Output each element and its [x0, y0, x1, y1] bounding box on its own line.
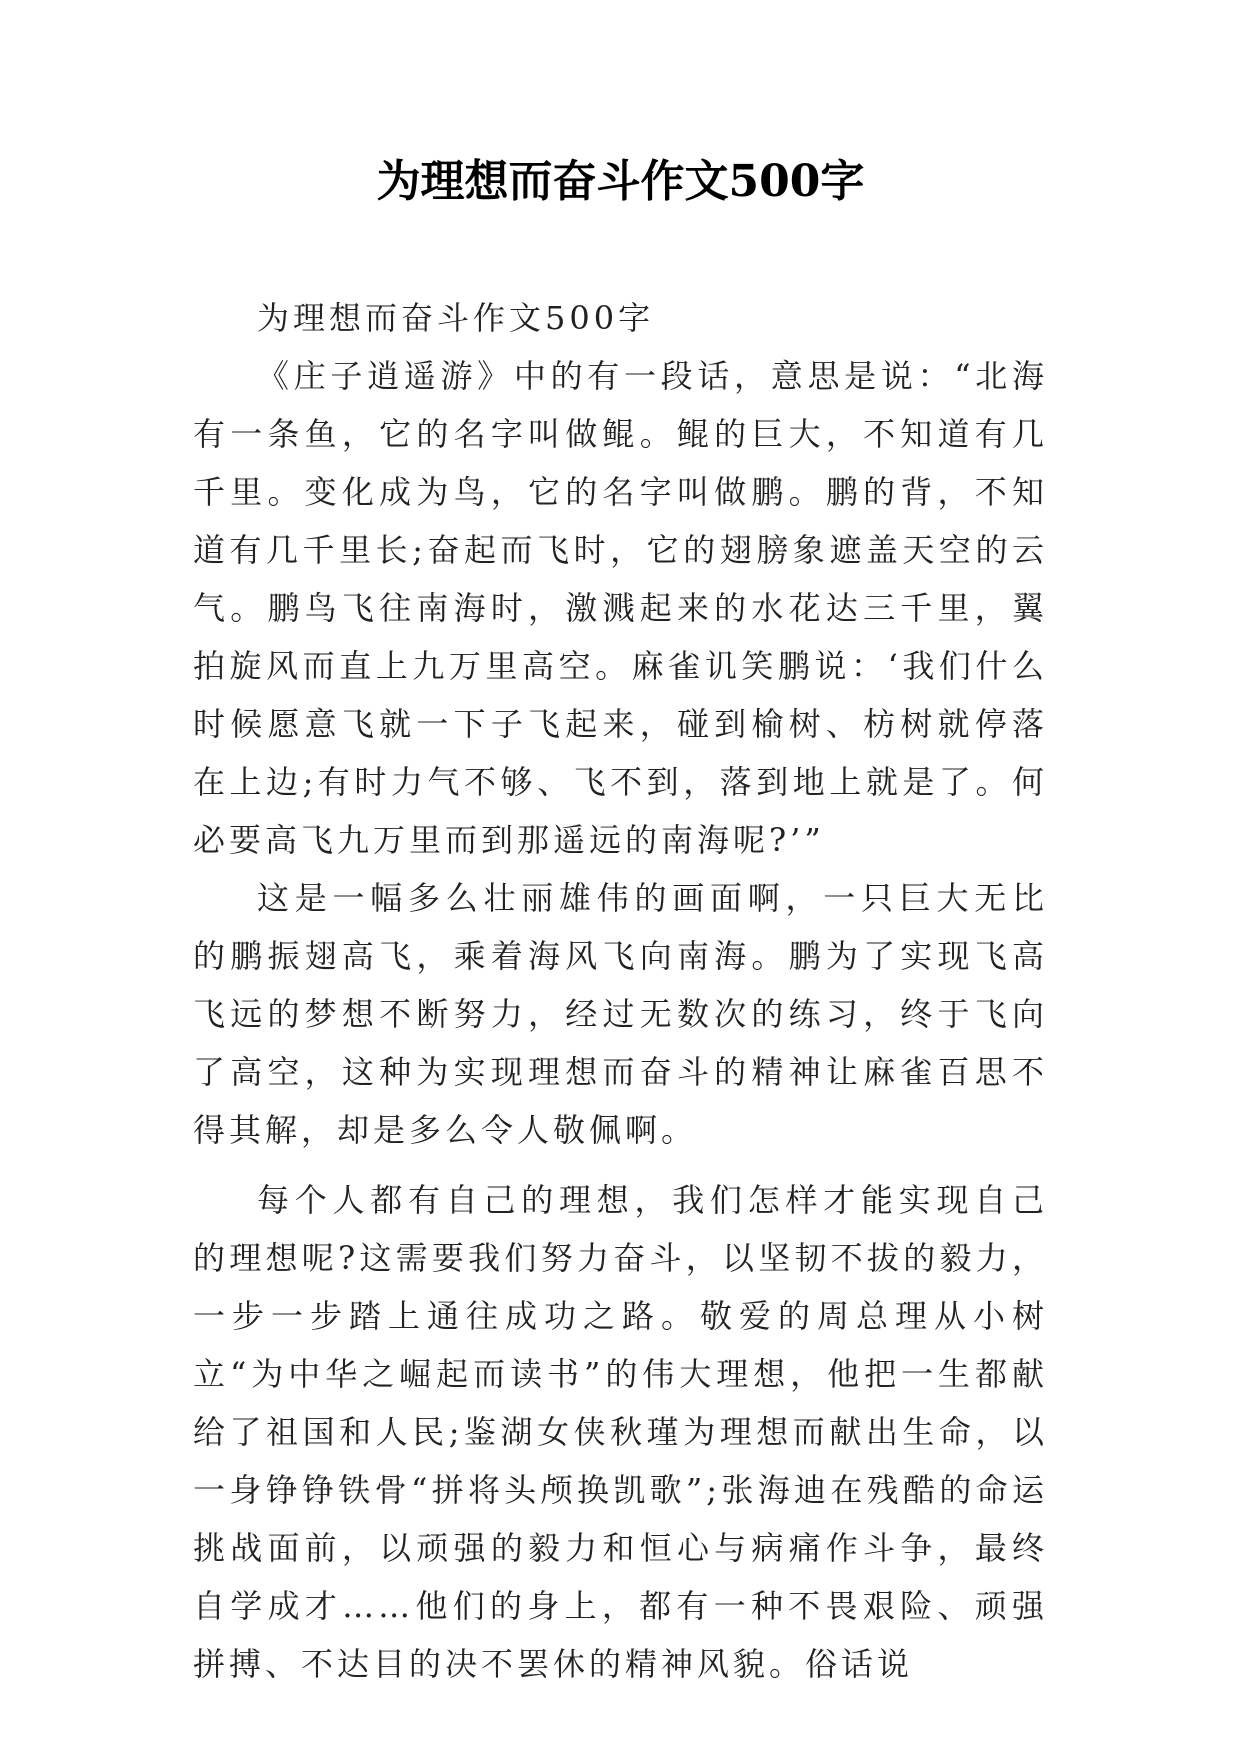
document-title: 为理想而奋斗作文500字: [376, 156, 865, 207]
paragraph-zhuangzi-quote: 《庄子逍遥游》中的有一段话，意思是说：“北海有一条鱼，它的名字叫做鲲。鲲的巨大，不知道有几千里。变化成为鸟，它的名字叫做鹏。鹏的背，不知道有几千里长;奋起而飞时，它的翅膀象遮盖天空的云气。鹏鸟飞往南海时，激溅起来的水花达三千里，翼拍旋风而直上九万里高空。麻雀讥笑鹏说：‘我们什么时候愿意飞就一下子飞起来，碰到榆树、枋树就停落在上边;有时力气不够、飞不到，落到地上就是了。何必要高飞九万里而到那遥远的南海呢?’”: [193, 357, 1048, 859]
document-body: [193, 289, 1048, 1693]
paragraph-peng-description: 这是一幅多么壮丽雄伟的画面啊，一只巨大无比的鹏振翅高飞，乘着海风飞向南海。鹏为了实现飞高飞远的梦想不断努力，经过无数次的练习，终于飞向了高空，这种为实现理想而奋斗的精神让麻雀百思不得其解，却是多么令人敬佩啊。: [193, 879, 1048, 1149]
paragraph-ideals-examples: 每个人都有自己的理想，我们怎样才能实现自己的理想呢?这需要我们努力奋斗，以坚韧不拔的毅力，一步一步踏上通往成功之路。敬爱的周总理从小树立“为中华之崛起而读书”的伟大理想，他把一生都献给了祖国和人民;鉴湖女侠秋瑾为理想而献出生命，以一身铮铮铁骨“拼将头颅换凯歌”;张海迪在残酷的命运挑战面前，以顽强的毅力和恒心与病痛作斗争，最终自学成才……他们的身上，都有一种不畏艰险、顽强拼搏、不达目的决不罢休的精神风貌。俗话说: [193, 1181, 1048, 1683]
paragraph-subtitle: 为理想而奋斗作文500字: [257, 299, 655, 337]
